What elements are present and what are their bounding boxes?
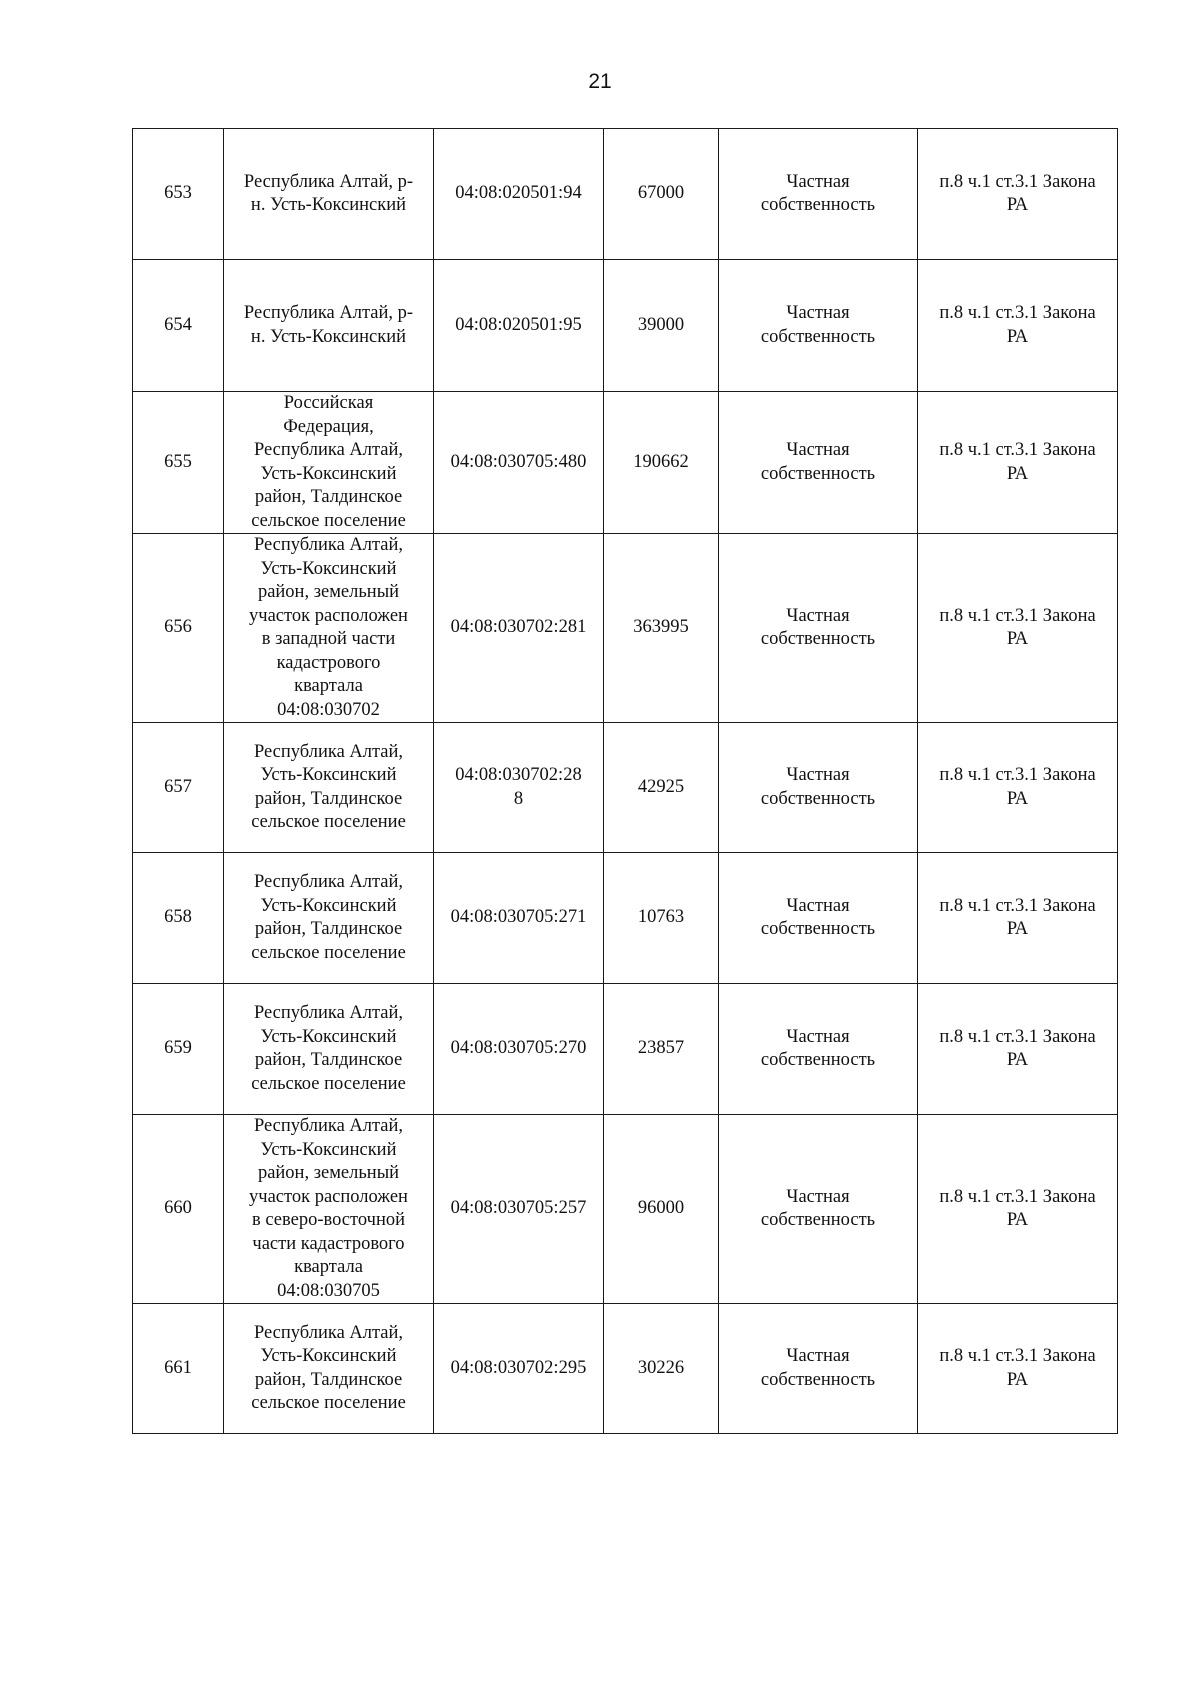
table-row (133, 853, 1118, 984)
ownership-type-line: Частная (786, 171, 850, 192)
address-line: квартала (294, 676, 363, 696)
row-number-cell: 661 (133, 1304, 224, 1434)
legal-basis-line: п.8 ч.1 ст.3.1 Закона (939, 1026, 1096, 1047)
cadastral-number-cell (434, 1304, 604, 1434)
table-row (133, 129, 1118, 260)
ownership-type-line: собственность (760, 629, 876, 649)
address-line: сельское поселение (251, 1073, 406, 1094)
address-line: 04:08:030702 (277, 699, 380, 720)
address-cell (224, 260, 434, 392)
legal-basis-line: п.8 ч.1 ст.3.1 Закона (939, 605, 1096, 626)
cadastral-number-cell (434, 1115, 604, 1304)
address-line: район, Талдинское (254, 1369, 403, 1390)
legal-basis-line: п.8 ч.1 ст.3.1 Закона (939, 440, 1096, 460)
address-line: Усть-Коксинский (260, 463, 397, 484)
area-cell: 363995 (604, 534, 719, 723)
legal-basis-cell (918, 392, 1118, 534)
address-line: сельское поселение (251, 812, 406, 832)
row-number-cell: 660 (133, 1115, 224, 1304)
land-registry-table (132, 128, 1118, 1434)
cadastral-number-line: 04:08:030702:281 (450, 617, 587, 638)
address-cell (224, 723, 434, 853)
legal-basis-line: п.8 ч.1 ст.3.1 Закона (939, 303, 1096, 323)
address-line: Усть-Коксинский (260, 1139, 397, 1160)
table-row (133, 1304, 1118, 1434)
legal-basis-line: РА (1006, 195, 1029, 215)
legal-basis-line: п.8 ч.1 ст.3.1 Закона (939, 1186, 1096, 1207)
address-line: район, Талдинское (254, 487, 403, 507)
address-cell (224, 853, 434, 984)
ownership-type-line: собственность (760, 463, 876, 484)
ownership-type-cell (719, 1115, 918, 1304)
address-line: район, земельный (257, 1163, 400, 1183)
address-line: район, Талдинское (254, 919, 403, 939)
row-number-cell: 659 (133, 984, 224, 1115)
address-cell (224, 984, 434, 1115)
address-line: Республика Алтай, (253, 1116, 404, 1136)
address-line: н. Усть-Коксинский (250, 326, 407, 347)
legal-basis-cell (918, 1115, 1118, 1304)
row-number-cell: 658 (133, 853, 224, 984)
address-line: участок расположен (249, 605, 408, 626)
address-line: Республика Алтай, (253, 741, 404, 762)
row-number-cell: 655 (133, 392, 224, 534)
address-line: участок расположен (249, 1186, 408, 1207)
area-cell: 96000 (604, 1115, 719, 1304)
address-line: в северо-восточной (251, 1210, 405, 1230)
legal-basis-cell (918, 129, 1118, 260)
row-number-cell: 656 (133, 534, 224, 723)
address-line: район, Талдинское (254, 1050, 403, 1070)
table-row (133, 1115, 1118, 1304)
address-cell (224, 392, 434, 534)
ownership-type-cell (719, 723, 918, 853)
address-line: н. Усть-Коксинский (250, 195, 407, 215)
address-line: части кадастрового (252, 1233, 405, 1254)
legal-basis-line: п.8 ч.1 ст.3.1 Закона (939, 171, 1096, 192)
area-cell: 10763 (604, 853, 719, 984)
ownership-type-line: собственность (760, 1369, 876, 1390)
legal-basis-cell (918, 1304, 1118, 1434)
legal-basis-line: РА (1006, 1210, 1029, 1230)
ownership-type-line: собственность (760, 326, 876, 347)
cadastral-number-cell (434, 260, 604, 392)
area-cell: 42925 (604, 723, 719, 853)
cadastral-number-cell (434, 984, 604, 1115)
address-line: район, Талдинское (254, 788, 403, 809)
table-row (133, 723, 1118, 853)
ownership-type-line: Частная (786, 1026, 850, 1047)
ownership-type-line: собственность (760, 1050, 876, 1070)
row-number-cell: 657 (133, 723, 224, 853)
address-cell (224, 1304, 434, 1434)
address-line: сельское поселение (251, 1393, 406, 1413)
ownership-type-cell (719, 984, 918, 1115)
legal-basis-line: РА (1006, 788, 1029, 809)
ownership-type-line: собственность (760, 1210, 876, 1230)
ownership-type-line: Частная (786, 1346, 850, 1366)
legal-basis-cell (918, 723, 1118, 853)
table-row (133, 260, 1118, 392)
legal-basis-cell (918, 984, 1118, 1115)
ownership-type-cell (719, 260, 918, 392)
area-cell: 39000 (604, 260, 719, 392)
ownership-type-line: собственность (760, 195, 876, 215)
address-line: Усть-Коксинский (260, 895, 397, 916)
address-line: сельское поселение (251, 510, 406, 531)
address-line: кадастрового (276, 652, 381, 673)
ownership-type-line: Частная (786, 765, 850, 785)
cadastral-number-line: 8 (513, 788, 524, 809)
cadastral-number-line: 04:08:030705:480 (450, 451, 587, 472)
address-line: Республика Алтай, (253, 535, 404, 555)
legal-basis-cell (918, 260, 1118, 392)
ownership-type-cell (719, 392, 918, 534)
address-cell (224, 129, 434, 260)
cadastral-number-cell (434, 723, 604, 853)
cadastral-number-cell (434, 534, 604, 723)
legal-basis-line: РА (1006, 1050, 1029, 1070)
ownership-type-line: собственность (760, 919, 876, 939)
address-line: Усть-Коксинский (260, 1026, 397, 1047)
address-line: Федерация, (283, 416, 374, 437)
address-line: Усть-Коксинский (260, 558, 397, 579)
legal-basis-line: п.8 ч.1 ст.3.1 Закона (939, 765, 1096, 785)
ownership-type-line: Частная (786, 605, 850, 626)
area-cell: 23857 (604, 984, 719, 1115)
ownership-type-line: Частная (786, 440, 850, 460)
address-cell (224, 534, 434, 723)
address-line: Республика Алтай, (253, 1003, 404, 1023)
address-line: Республика Алтай, р- (243, 171, 414, 192)
legal-basis-line: РА (1006, 629, 1029, 649)
table-row (133, 392, 1118, 534)
address-line: Усть-Коксинский (260, 765, 397, 785)
ownership-type-cell (719, 129, 918, 260)
address-line: район, земельный (257, 582, 400, 602)
ownership-type-line: Частная (786, 895, 850, 916)
legal-basis-line: РА (1006, 463, 1029, 484)
table-row (133, 984, 1118, 1115)
cadastral-number-line: 04:08:030705:270 (450, 1038, 587, 1059)
address-line: Республика Алтай, (253, 1322, 404, 1343)
ownership-type-line: собственность (760, 788, 876, 809)
address-line: Республика Алтай, р- (243, 303, 414, 323)
legal-basis-line: РА (1006, 919, 1029, 939)
address-line: Усть-Коксинский (260, 1346, 397, 1366)
legal-basis-cell (918, 534, 1118, 723)
cadastral-number-cell (434, 129, 604, 260)
address-line: квартала (294, 1257, 363, 1277)
cadastral-number-line: 04:08:030705:271 (450, 907, 587, 928)
legal-basis-line: РА (1006, 326, 1029, 347)
address-line: в западной части (261, 629, 396, 649)
ownership-type-cell (719, 1304, 918, 1434)
address-line: Республика Алтай, (253, 440, 404, 460)
cadastral-number-cell (434, 853, 604, 984)
legal-basis-line: п.8 ч.1 ст.3.1 Закона (939, 895, 1096, 916)
row-number-cell: 654 (133, 260, 224, 392)
ownership-type-line: Частная (786, 1186, 850, 1207)
cadastral-number-line: 04:08:030705:257 (450, 1198, 587, 1219)
ownership-type-line: Частная (786, 303, 850, 323)
cadastral-number-cell (434, 392, 604, 534)
legal-basis-line: п.8 ч.1 ст.3.1 Закона (939, 1346, 1096, 1366)
address-line: сельское поселение (251, 942, 406, 963)
cadastral-number-line: 04:08:030702:295 (450, 1357, 587, 1378)
area-cell: 67000 (604, 129, 719, 260)
row-number-cell: 653 (133, 129, 224, 260)
cadastral-number-line: 04:08:020501:95 (455, 314, 582, 335)
ownership-type-cell (719, 534, 918, 723)
table-row (133, 534, 1118, 723)
legal-basis-cell (918, 853, 1118, 984)
page-number: 21 (588, 70, 612, 93)
address-line: Республика Алтай, (253, 872, 404, 892)
registry-table-body (133, 129, 1118, 1434)
address-line: Российская (283, 393, 374, 413)
area-cell: 30226 (604, 1304, 719, 1434)
address-line: 04:08:030705 (277, 1280, 380, 1301)
area-cell: 190662 (604, 392, 719, 534)
cadastral-number-line: 04:08:020501:94 (455, 183, 582, 204)
ownership-type-cell (719, 853, 918, 984)
cadastral-number-line: 04:08:030702:28 (455, 765, 582, 785)
address-cell (224, 1115, 434, 1304)
legal-basis-line: РА (1006, 1369, 1029, 1390)
